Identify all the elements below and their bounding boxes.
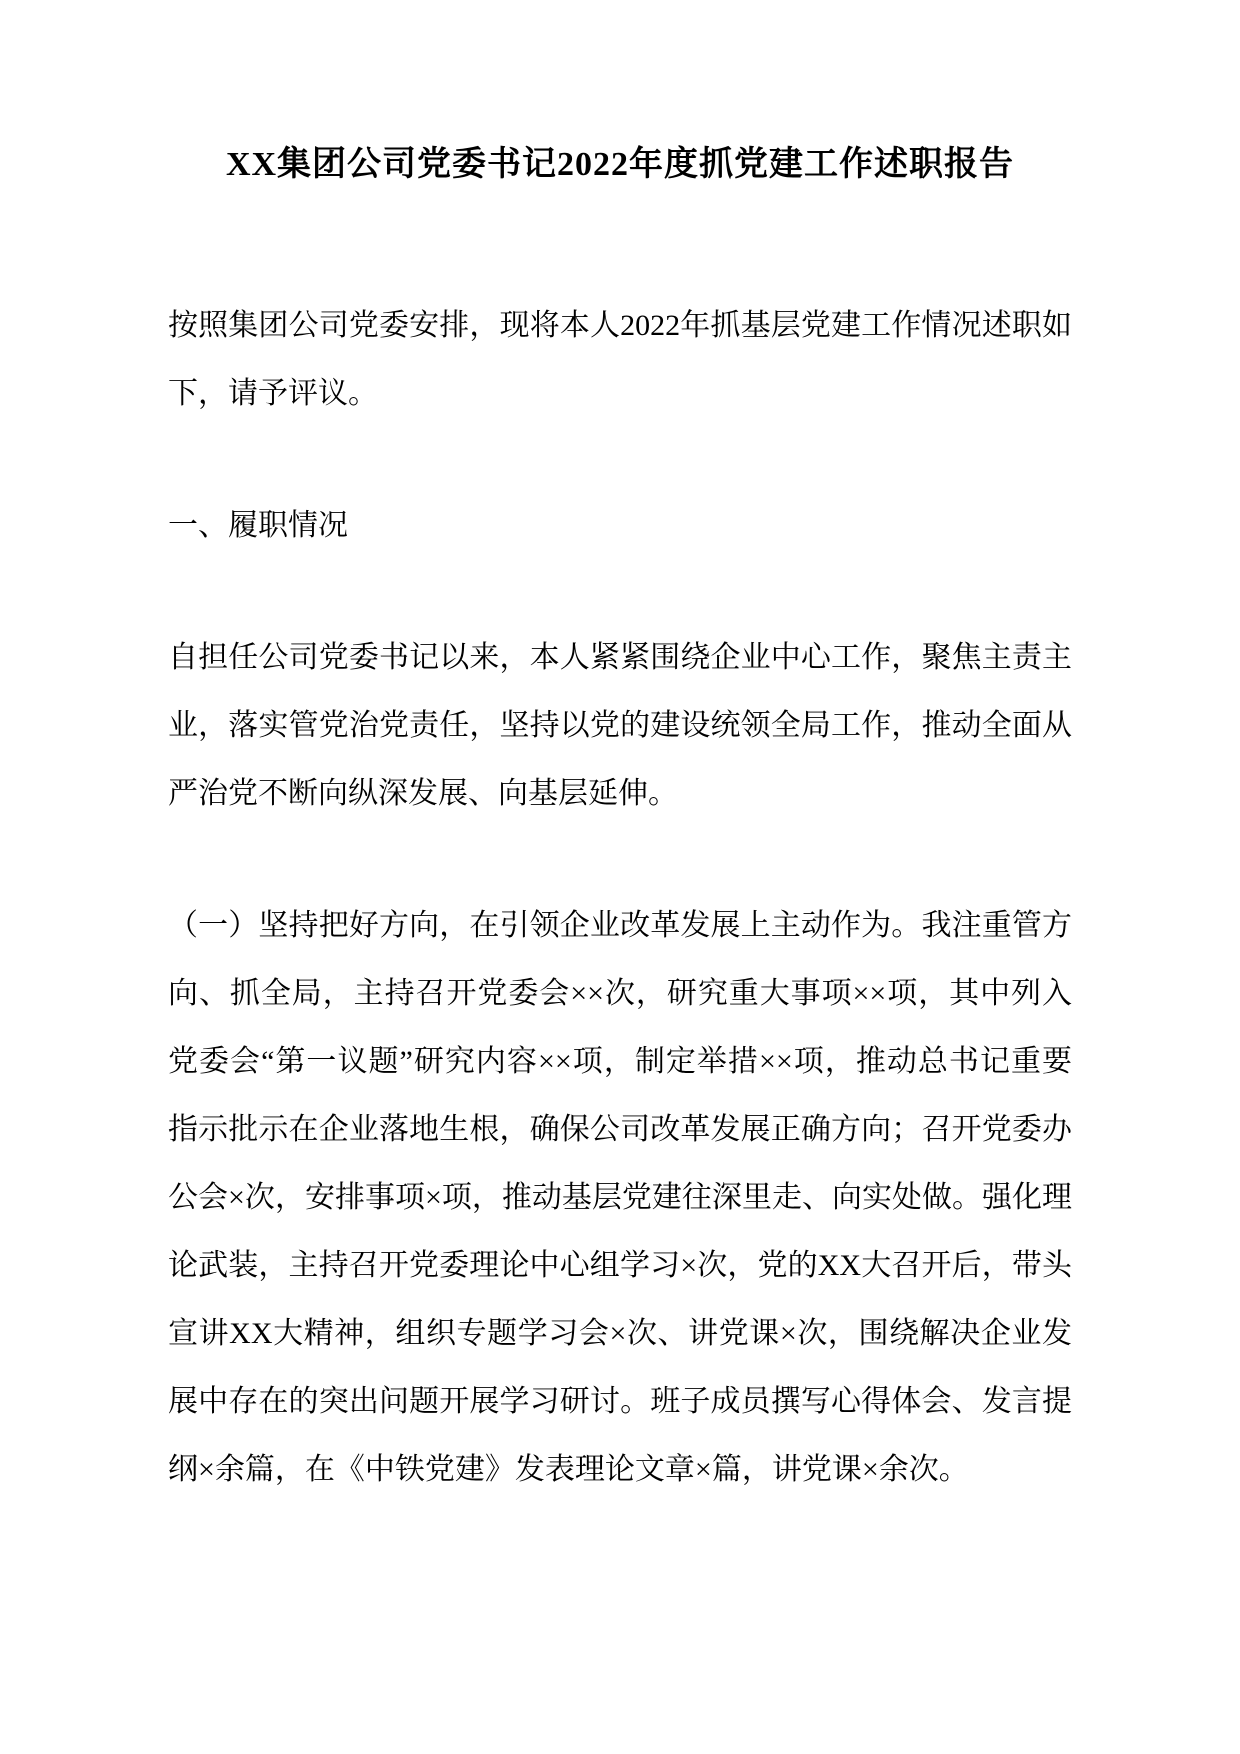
section1-paragraph-2: （一）坚持把好方向，在引领企业改革发展上主动作为。我注重管方向、抓全局，主持召开党委会××次，研究重大事项××项，其中列入党委会“第一议题”研究内容××项，制定举措××项，推动总书记重要指示批示在企业落地生根，确保公司改革发展正确方向；召开党委办公会×次，安排事项×项，推动基层党建往深里走、向实处做。强化理论武装，主持召开党委理论中心组学习×次，党的XX大召开后，带头宣讲XX大精神，组织专题学习会×次、讲党课×次，围绕解决企业发展中存在的突出问题开展学习研讨。班子成员撰写心得体会、发言提纲×余篇，在《中铁党建》发表理论文章×篇，讲党课×余次。 [168, 909, 1072, 1486]
section1-paragraph-1: 自担任公司党委书记以来，本人紧紧围绕企业中心工作，聚焦主责主业，落实管党治党责任，坚持以党的建设统领全局工作，推动全面从严治党不断向纵深发展、向基层延伸。 [168, 641, 1072, 810]
document-title: XX集团公司党委书记2022年度抓党建工作述职报告 [225, 146, 1015, 183]
section-heading-1: 一、履职情况 [168, 509, 348, 542]
intro-paragraph: 按照集团公司党委安排，现将本人2022年抓基层党建工作情况述职如下，请予评议。 [168, 309, 1072, 410]
